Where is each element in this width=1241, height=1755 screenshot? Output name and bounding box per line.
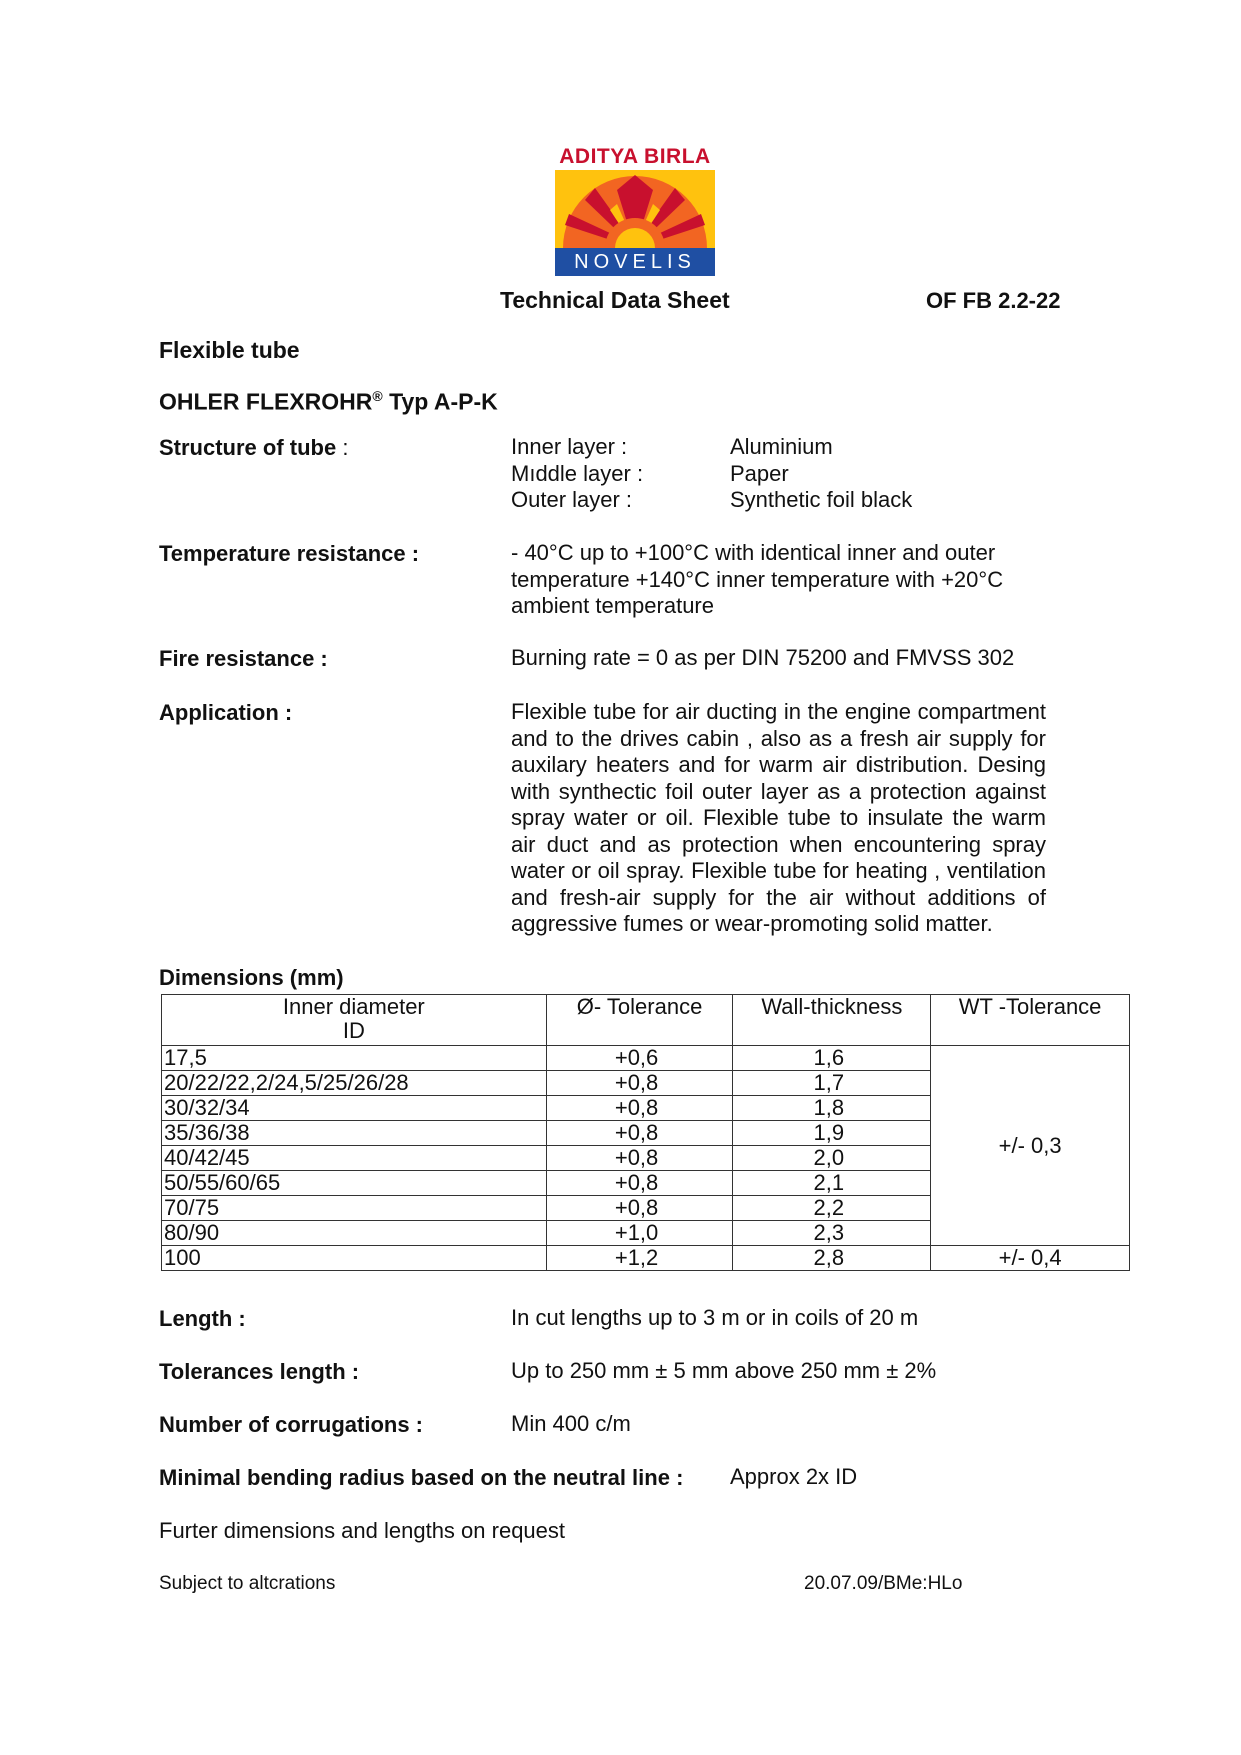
- layer-material: Paper: [730, 460, 789, 486]
- header-wall-thickness: Wall-thickness: [733, 995, 931, 1046]
- further-note: Furter dimensions and lengths on request: [159, 1518, 566, 1543]
- cell-id: 35/36/38: [162, 1121, 547, 1146]
- product-name-text: OHLER FLEXROHR: [159, 388, 373, 415]
- cell-wall: 1,9: [733, 1121, 931, 1146]
- cell-id: 100: [162, 1246, 547, 1271]
- application-text: Flexible tube for air ducting in the engine compartment and to the drives cabin , also as a fresh air supply for auxilary heaters and for warm air distribution. Desing with synthectic foil outer layer as a protection against spray water or oil. Flexible tube to insulate the warm air duct and as protection when encountering spray water or oil spray. Flexible tube for heating , ventilation and fresh-air supply for the air without additions of aggressive fumes or wear-promoting solid matter.: [511, 699, 1046, 936]
- layer-material: Aluminium: [730, 434, 833, 459]
- cell-tolerance: +1,2: [546, 1246, 733, 1271]
- fire-label: Fire resistance :: [159, 646, 328, 671]
- cell-tolerance: +0,8: [546, 1096, 733, 1121]
- product-type-text: Typ A-P-K: [382, 388, 498, 415]
- document-code: OF FB 2.2-22: [926, 288, 1061, 313]
- table-row: [162, 1246, 1130, 1271]
- application-label: Application :: [159, 700, 293, 725]
- dimensions-table: [161, 994, 1130, 1271]
- cell-tolerance: +0,8: [546, 1121, 733, 1146]
- structure-label-text: Structure of tube: [159, 435, 337, 460]
- temperature-label: Temperature resistance :: [159, 541, 420, 566]
- cell-wall: 1,7: [733, 1071, 931, 1096]
- document-title: Technical Data Sheet: [500, 287, 730, 313]
- cell-tolerance: +0,8: [546, 1071, 733, 1096]
- logo-bottom-text: NOVELIS: [555, 248, 715, 276]
- structure-label: [159, 435, 348, 461]
- cell-tolerance: +1,0: [546, 1221, 733, 1246]
- cell-tolerance: +0,8: [546, 1196, 733, 1221]
- corrugations-label: Number of corrugations :: [159, 1412, 424, 1437]
- footer-left: Subject to altcrations: [159, 1573, 336, 1594]
- bending-radius-label: Minimal bending radius based on the neutral line :: [159, 1465, 684, 1490]
- cell-wt-tolerance-group: +/- 0,3: [931, 1046, 1130, 1246]
- length-value: In cut lengths up to 3 m or in coils of 20 m: [511, 1305, 919, 1330]
- header-id-line1: Inner diameter: [282, 994, 425, 1019]
- company-logo: [555, 145, 715, 275]
- cell-wall: 2,2: [733, 1196, 931, 1221]
- cell-wall: 2,3: [733, 1221, 931, 1246]
- layer-name: Mıddle layer :: [511, 460, 644, 486]
- cell-id: 80/90: [162, 1221, 547, 1246]
- cell-id: 30/32/34: [162, 1096, 547, 1121]
- product-name: [159, 388, 498, 416]
- cell-wall: 1,6: [733, 1046, 931, 1071]
- structure-label-suffix: :: [336, 435, 349, 460]
- product-category: Flexible tube: [159, 337, 300, 363]
- cell-wall: 2,8: [733, 1246, 931, 1271]
- cell-id: 70/75: [162, 1196, 547, 1221]
- cell-wall: 2,1: [733, 1171, 931, 1196]
- header-inner-diameter: [162, 995, 547, 1046]
- registered-mark: ®: [372, 388, 383, 404]
- tolerances-length-label: Tolerances length :: [159, 1359, 360, 1384]
- layer-material: Synthetic foil black: [730, 487, 913, 512]
- cell-wall: 2,0: [733, 1146, 931, 1171]
- logo-top-text: ADITYA BIRLA: [559, 145, 711, 168]
- tolerances-length-value: Up to 250 mm ± 5 mm above 250 mm ± 2%: [511, 1358, 937, 1383]
- temperature-line: ambient temperature: [511, 593, 714, 618]
- cell-id: 17,5: [162, 1046, 547, 1071]
- dimensions-title: Dimensions (mm): [159, 965, 344, 990]
- layer-name: Inner layer :: [511, 434, 628, 459]
- temperature-value: [511, 540, 1003, 620]
- header-tolerance: Ø- Tolerance: [546, 995, 733, 1046]
- length-label: Length :: [159, 1306, 246, 1331]
- layer-names: [511, 434, 643, 514]
- fire-value: Burning rate = 0 as per DIN 75200 and FMVSS 302: [511, 645, 1015, 670]
- cell-tolerance: +0,8: [546, 1146, 733, 1171]
- cell-tolerance: +0,8: [546, 1171, 733, 1196]
- cell-wt-tolerance-last: +/- 0,4: [931, 1246, 1130, 1271]
- bending-radius-value: Approx 2x ID: [730, 1464, 858, 1489]
- cell-wall: 1,8: [733, 1096, 931, 1121]
- cell-id: 20/22/22,2/24,5/25/26/28: [162, 1071, 547, 1096]
- corrugations-value: Min 400 c/m: [511, 1411, 631, 1436]
- header-wt-tolerance: WT -Tolerance: [931, 995, 1130, 1046]
- cell-id: 50/55/60/65: [162, 1171, 547, 1196]
- layer-materials: [730, 434, 912, 514]
- layer-name: Outer layer :: [511, 487, 633, 512]
- footer-right: 20.07.09/BMe:HLo: [804, 1573, 963, 1594]
- cell-tolerance: +0,6: [546, 1046, 733, 1071]
- temperature-line: temperature +140°C inner temperature with +20°C: [511, 566, 1004, 592]
- table-header-row: [162, 995, 1130, 1046]
- cell-id: 40/42/45: [162, 1146, 547, 1171]
- header-id-line2: ID: [342, 1018, 365, 1043]
- table-row: [162, 1046, 1130, 1071]
- sun-emblem-icon: [555, 170, 715, 248]
- temperature-line: - 40°C up to +100°C with identical inner and outer: [511, 540, 996, 565]
